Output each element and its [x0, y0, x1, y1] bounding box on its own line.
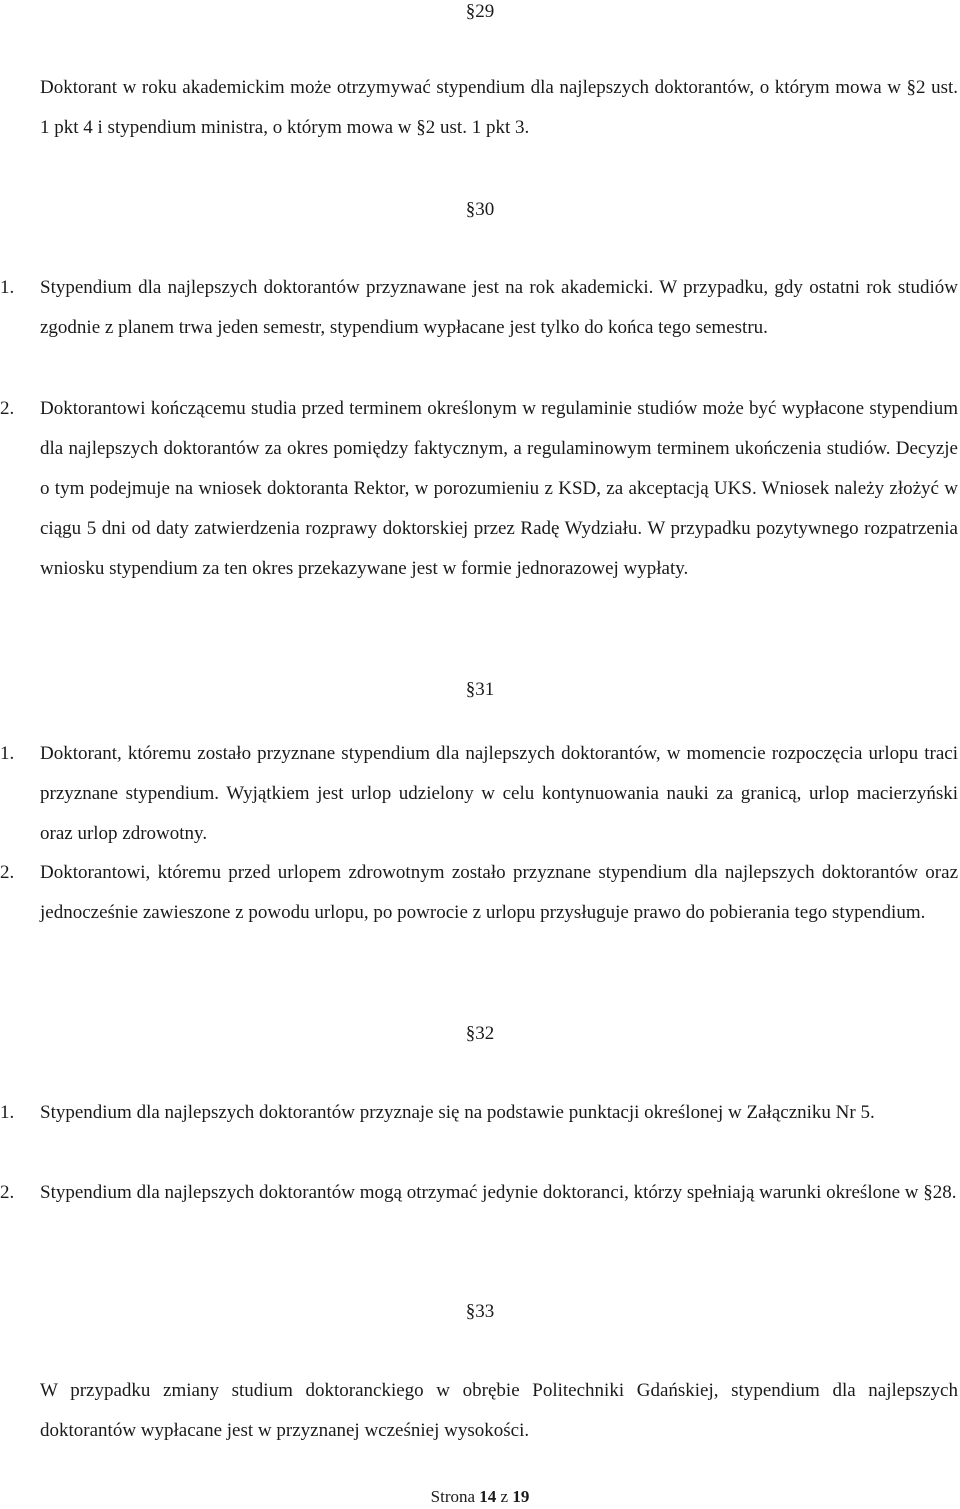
section-30-item-2 [0, 389, 958, 589]
section-heading-29: §29 [465, 1, 495, 22]
section-heading-30: §30 [465, 199, 495, 220]
item-text: Doktorant, któremu zostało przyznane stypendium dla najlepszych doktorantów, w momencie rozpoczęcia urlopu traci przyznane stypendium. Wyjątkiem jest urlop udzielony w celu kontynuowania nauki za granicą, urlop macierzyński oraz urlop zdrowotny. [40, 743, 958, 844]
section-heading-31: §31 [465, 679, 495, 700]
section-32-item-2 [0, 1173, 958, 1213]
item-text: Stypendium dla najlepszych doktorantów przyznaje się na podstawie punktacji określonej w Załączniku Nr 5. [40, 1102, 875, 1123]
item-number: 1. [0, 1102, 15, 1123]
item-number: 2. [0, 398, 15, 419]
footer-page-number: 14 [479, 1487, 497, 1506]
section-29-paragraph: Doktorant w roku akademickim może otrzymywać stypendium dla najlepszych doktorantów, o którym mowa w §2 ust. 1 pkt 4 i stypendium ministra, o którym mowa w §2 ust. 1 pkt 3. [40, 77, 958, 138]
section-32-item-1 [0, 1093, 958, 1133]
item-number: 1. [0, 277, 15, 298]
footer-page-total: 19 [512, 1487, 530, 1506]
section-31-item-2 [0, 853, 958, 933]
section-30-item-1 [0, 268, 958, 348]
section-31-item-1 [0, 734, 958, 854]
item-number: 1. [0, 743, 15, 764]
item-text: Stypendium dla najlepszych doktorantów mogą otrzymać jedynie doktoranci, którzy spełniają warunki określone w §28. [40, 1182, 957, 1203]
section-heading-33: §33 [465, 1301, 495, 1322]
page-footer [0, 1487, 960, 1507]
item-number: 2. [0, 862, 15, 883]
item-text: Stypendium dla najlepszych doktorantów przyznawane jest na rok akademicki. W przypadku, gdy ostatni rok studiów zgodnie z planem trwa jeden semestr, stypendium wypłacane jest tylko do końca tego semestru. [40, 277, 958, 338]
item-text: Doktorantowi kończącemu studia przed terminem określonym w regulaminie studiów może być wypłacone stypendium dla najlepszych doktorantów za okres pomiędzy faktycznym, a regulaminowym terminem ukończenia studiów. Decyzje o tym podejmuje na wniosek doktoranta Rektor, w porozumieniu z KSD, za akceptacją UKS. Wniosek należy złożyć w ciągu 5 dni od daty zatwierdzenia rozprawy doktorskiej przez Radę Wydziału. W przypadku pozytywnego rozpatrzenia wniosku stypendium za ten okres przekazywane jest w formie jednorazowej wypłaty. [40, 398, 958, 579]
item-text: Doktorantowi, któremu przed urlopem zdrowotnym zostało przyznane stypendium dla najlepszych doktorantów oraz jednocześnie zawieszone z powodu urlopu, po powrocie z urlopu przysługuje prawo do pobierania tego stypendium. [40, 862, 958, 923]
item-number: 2. [0, 1182, 15, 1203]
section-heading-32: §32 [465, 1023, 495, 1044]
footer-separator: z [500, 1487, 509, 1506]
footer-prefix: Strona [430, 1487, 476, 1506]
section-33-paragraph: W przypadku zmiany studium doktoranckiego w obrębie Politechniki Gdańskiej, stypendium dla najlepszych doktorantów wypłacane jest w przyznanej wcześniej wysokości. [40, 1380, 958, 1441]
